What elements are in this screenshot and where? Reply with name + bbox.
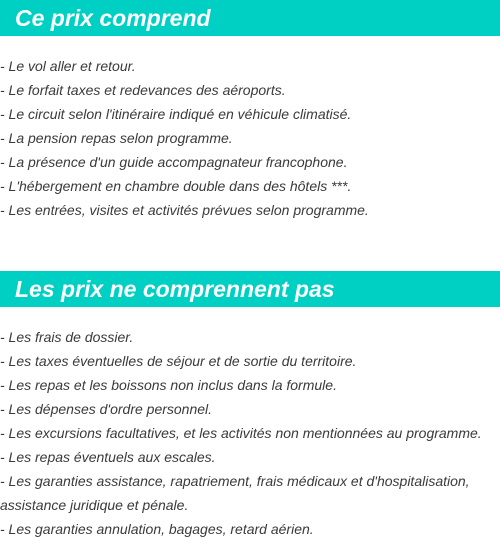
- list-item: - Le vol aller et retour.: [0, 58, 136, 74]
- list-item: - La pension repas selon programme.: [0, 130, 233, 146]
- included-section-title: Ce prix comprend: [15, 5, 211, 31]
- list-item: - Le circuit selon l'itinéraire indiqué en véhicule climatisé.: [0, 106, 352, 122]
- excluded-section-header: [0, 271, 500, 307]
- excluded-list: [0, 325, 500, 541]
- list-item: - La présence d'un guide accompagnateur francophone.: [0, 154, 348, 170]
- list-item: - Les garanties annulation, bagages, retard aérien.: [0, 521, 314, 537]
- list-item: - Les entrées, visites et activités prévues selon programme.: [0, 202, 369, 218]
- included-section-header: [0, 0, 500, 36]
- list-item: - Les repas et les boissons non inclus dans la formule.: [0, 377, 337, 393]
- list-item: - Les dépenses d'ordre personnel.: [0, 401, 213, 417]
- included-list: [0, 54, 500, 222]
- list-item: - Les taxes éventuelles de séjour et de sortie du territoire.: [0, 353, 357, 369]
- list-item: - Les garanties assistance, rapatriement, frais médicaux et d'hospitalisation, assistance juridique et pénale.: [0, 473, 470, 513]
- list-item: - L'hébergement en chambre double dans des hôtels ***.: [0, 178, 352, 194]
- list-item: - Les excursions facultatives, et les activités non mentionnées au programme.: [0, 425, 482, 441]
- list-item: - Les frais de dossier.: [0, 329, 134, 345]
- excluded-section-title: Les prix ne comprennent pas: [15, 276, 335, 302]
- list-item: - Le forfait taxes et redevances des aéroports.: [0, 82, 286, 98]
- list-item: - Les repas éventuels aux escales.: [0, 449, 216, 465]
